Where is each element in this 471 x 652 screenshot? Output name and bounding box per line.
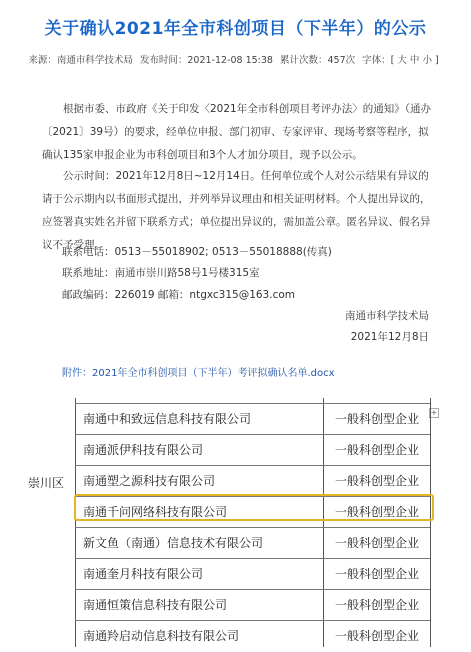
paragraph-1: 根据市委、市政府《关于印发〈2021年全市科创项目考评办法〉的通知》（通办〔2021〕39号）的要求，经单位申报、部门初审、专家评审、现场考察等程序，拟确认135家申报企业为市科创项目和3个人才加分项目，现予以公示。 — [42, 103, 431, 161]
company-name: 南通恒策信息科技有限公司 — [83, 598, 228, 612]
article-meta — [0, 52, 471, 66]
table-row — [75, 589, 430, 621]
paragraph-2: 公示时间：2021年12月8日~12月14日。任何单位或个人对公示结果有异议的请于公示期内以书面形式提出，并列举异议理由和相关证明材料。个人提出异议的，应签署真实姓名并留下联系方式；单位提出异议的，需加盖公章。匿名异议、假名异议不予受理。 — [42, 170, 431, 251]
signature-date: 2021年12月8日 — [350, 331, 429, 343]
table-row — [75, 465, 430, 497]
company-type: 一般科创型企业 — [335, 474, 420, 488]
company-type: 一般科创型企业 — [335, 505, 420, 519]
company-name: 南通奎月科技有限公司 — [83, 567, 204, 581]
company-type: 一般科创型企业 — [335, 629, 420, 643]
company-type: 一般科创型企业 — [335, 567, 420, 581]
view-count: 累计次数：457次 — [280, 55, 356, 66]
contact-postal-email: 邮政编码：226019 邮箱：ntgxc315@163.com — [62, 289, 296, 301]
page-title: 关于确认2021年全市科创项目（下半年）的公示 — [44, 19, 427, 39]
contact-address: 联系地址：南通市崇川路58号1号楼315室 — [62, 267, 260, 279]
table-row — [75, 558, 430, 590]
company-name: 南通千问网络科技有限公司 — [83, 505, 228, 519]
signature-org: 南通市科学技术局 — [345, 310, 429, 322]
publish-time: 发布时间：2021-12-08 15:38 — [139, 55, 273, 66]
company-type: 一般科创型企业 — [335, 412, 420, 426]
company-name: 南通中和致远信息科技有限公司 — [83, 412, 252, 426]
company-name: 新文鱼（南通）信息技术有限公司 — [83, 536, 264, 550]
table-expand-icon[interactable]: + — [430, 408, 438, 417]
company-name: 南通派伊科技有限公司 — [83, 443, 204, 457]
company-name: 南通羚启动信息科技有限公司 — [83, 629, 240, 643]
result-table — [18, 398, 438, 647]
source-label: 来源：南通市科学技术局 — [28, 55, 133, 66]
company-type: 一般科创型企业 — [335, 443, 420, 457]
attachment-link-text[interactable]: 附件：2021年全市科创项目（下半年）考评拟确认名单.docx — [62, 368, 335, 379]
font-size-selector[interactable]: 字体：[ 大 中 小 ] — [362, 55, 439, 66]
table-border-right — [430, 398, 431, 647]
contact-phone: 联系电话：0513－55018902; 0513－55018888(传真) — [62, 246, 332, 258]
company-name: 南通塑之源科技有限公司 — [83, 474, 216, 488]
table-row — [75, 527, 430, 559]
company-type: 一般科创型企业 — [335, 536, 420, 550]
attachment-link[interactable] — [62, 364, 335, 379]
highlight-box — [74, 494, 434, 521]
district-cell: 崇川区 — [28, 476, 65, 490]
table-row — [75, 403, 430, 435]
table-row — [75, 434, 430, 466]
table-row — [75, 620, 430, 652]
company-type: 一般科创型企业 — [335, 598, 420, 612]
